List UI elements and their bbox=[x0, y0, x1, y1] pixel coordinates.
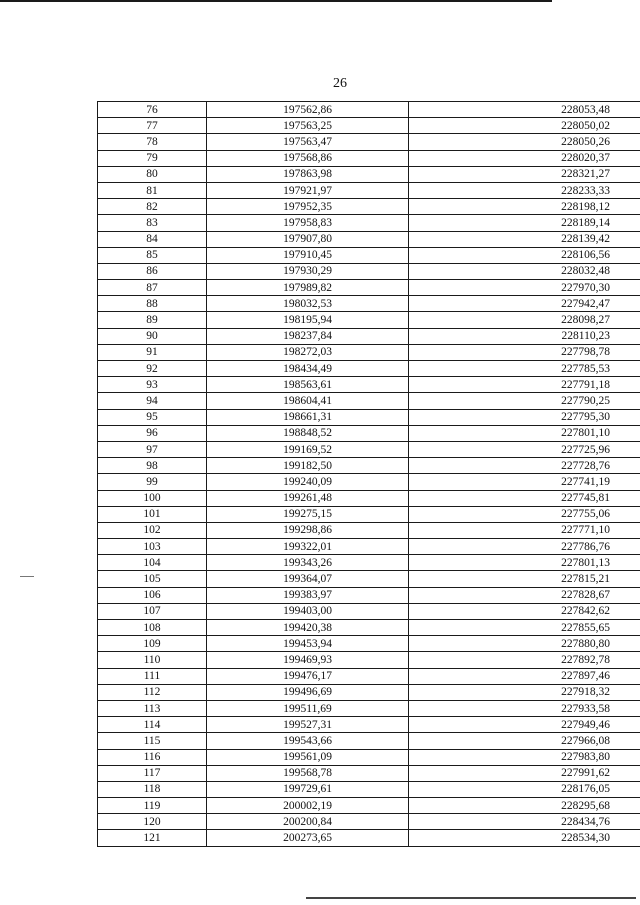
table-row bbox=[98, 717, 640, 733]
table-row bbox=[98, 830, 640, 846]
table-row bbox=[98, 700, 640, 716]
y-coordinate-cell: 228139,42 bbox=[409, 231, 640, 247]
y-coordinate-cell: 227786,76 bbox=[409, 539, 640, 555]
table-row bbox=[98, 377, 640, 393]
table-row bbox=[98, 328, 640, 344]
table-row bbox=[98, 409, 640, 425]
x-coordinate-cell: 198195,94 bbox=[207, 312, 409, 328]
y-coordinate-cell: 227798,78 bbox=[409, 344, 640, 360]
x-coordinate-cell: 199568,78 bbox=[207, 765, 409, 781]
x-coordinate-cell: 197930,29 bbox=[207, 263, 409, 279]
table-row bbox=[98, 280, 640, 296]
point-number-cell: 116 bbox=[98, 749, 207, 765]
table-row bbox=[98, 474, 640, 490]
point-number-cell: 118 bbox=[98, 781, 207, 797]
table-row bbox=[98, 458, 640, 474]
y-coordinate-cell: 227795,30 bbox=[409, 409, 640, 425]
y-coordinate-cell: 227933,58 bbox=[409, 700, 640, 716]
x-coordinate-cell: 200200,84 bbox=[207, 814, 409, 830]
point-number-cell: 84 bbox=[98, 231, 207, 247]
table-row bbox=[98, 231, 640, 247]
y-coordinate-cell: 228020,37 bbox=[409, 150, 640, 166]
y-coordinate-cell: 227745,81 bbox=[409, 490, 640, 506]
point-number-cell: 81 bbox=[98, 182, 207, 198]
scan-edge-bottom bbox=[306, 897, 636, 899]
point-number-cell: 105 bbox=[98, 571, 207, 587]
point-number-cell: 82 bbox=[98, 199, 207, 215]
x-coordinate-cell: 199729,61 bbox=[207, 781, 409, 797]
y-coordinate-cell: 227942,47 bbox=[409, 296, 640, 312]
y-coordinate-cell: 227728,76 bbox=[409, 458, 640, 474]
y-coordinate-cell: 228098,27 bbox=[409, 312, 640, 328]
y-coordinate-cell: 227842,62 bbox=[409, 603, 640, 619]
x-coordinate-cell: 199543,66 bbox=[207, 733, 409, 749]
y-coordinate-cell: 227970,30 bbox=[409, 280, 640, 296]
table-row bbox=[98, 118, 640, 134]
x-coordinate-cell: 197563,25 bbox=[207, 118, 409, 134]
x-coordinate-cell: 197921,97 bbox=[207, 182, 409, 198]
x-coordinate-cell: 199496,69 bbox=[207, 684, 409, 700]
point-number-cell: 107 bbox=[98, 603, 207, 619]
table-row bbox=[98, 798, 640, 814]
x-coordinate-cell: 199383,97 bbox=[207, 587, 409, 603]
y-coordinate-cell: 228189,14 bbox=[409, 215, 640, 231]
x-coordinate-cell: 199476,17 bbox=[207, 668, 409, 684]
point-number-cell: 89 bbox=[98, 312, 207, 328]
y-coordinate-cell: 227790,25 bbox=[409, 393, 640, 409]
table-row bbox=[98, 199, 640, 215]
x-coordinate-cell: 197958,83 bbox=[207, 215, 409, 231]
point-number-cell: 95 bbox=[98, 409, 207, 425]
point-number-cell: 86 bbox=[98, 263, 207, 279]
point-number-cell: 79 bbox=[98, 150, 207, 166]
table-row bbox=[98, 361, 640, 377]
table-row bbox=[98, 441, 640, 457]
y-coordinate-cell: 227880,80 bbox=[409, 636, 640, 652]
table-row bbox=[98, 587, 640, 603]
table-body bbox=[98, 102, 640, 847]
point-number-cell: 106 bbox=[98, 587, 207, 603]
point-number-cell: 103 bbox=[98, 539, 207, 555]
x-coordinate-cell: 197563,47 bbox=[207, 134, 409, 150]
y-coordinate-cell: 228050,02 bbox=[409, 118, 640, 134]
table-row bbox=[98, 296, 640, 312]
x-coordinate-cell: 199469,93 bbox=[207, 652, 409, 668]
table-row bbox=[98, 733, 640, 749]
y-coordinate-cell: 227791,18 bbox=[409, 377, 640, 393]
y-coordinate-cell: 228176,05 bbox=[409, 781, 640, 797]
table-row bbox=[98, 263, 640, 279]
x-coordinate-cell: 199403,00 bbox=[207, 603, 409, 619]
y-coordinate-cell: 228110,23 bbox=[409, 328, 640, 344]
x-coordinate-cell: 199453,94 bbox=[207, 636, 409, 652]
table-row bbox=[98, 182, 640, 198]
y-coordinate-cell: 227725,96 bbox=[409, 441, 640, 457]
x-coordinate-cell: 199511,69 bbox=[207, 700, 409, 716]
page-number: 26 bbox=[333, 76, 347, 91]
point-number-cell: 83 bbox=[98, 215, 207, 231]
y-coordinate-cell: 228321,27 bbox=[409, 166, 640, 182]
point-number-cell: 120 bbox=[98, 814, 207, 830]
table-row bbox=[98, 150, 640, 166]
table-row bbox=[98, 652, 640, 668]
table-row bbox=[98, 749, 640, 765]
x-coordinate-cell: 198272,03 bbox=[207, 344, 409, 360]
x-coordinate-cell: 199182,50 bbox=[207, 458, 409, 474]
point-number-cell: 102 bbox=[98, 522, 207, 538]
x-coordinate-cell: 198563,61 bbox=[207, 377, 409, 393]
point-number-cell: 104 bbox=[98, 555, 207, 571]
x-coordinate-cell: 200002,19 bbox=[207, 798, 409, 814]
table-row bbox=[98, 506, 640, 522]
y-coordinate-cell: 228032,48 bbox=[409, 263, 640, 279]
y-coordinate-cell: 227771,10 bbox=[409, 522, 640, 538]
point-number-cell: 77 bbox=[98, 118, 207, 134]
table-row bbox=[98, 620, 640, 636]
point-number-cell: 110 bbox=[98, 652, 207, 668]
table-row bbox=[98, 312, 640, 328]
point-number-cell: 80 bbox=[98, 166, 207, 182]
y-coordinate-cell: 228233,33 bbox=[409, 182, 640, 198]
point-number-cell: 109 bbox=[98, 636, 207, 652]
x-coordinate-cell: 199298,86 bbox=[207, 522, 409, 538]
table-row bbox=[98, 166, 640, 182]
y-coordinate-cell: 228295,68 bbox=[409, 798, 640, 814]
y-coordinate-cell: 227801,13 bbox=[409, 555, 640, 571]
table-row bbox=[98, 571, 640, 587]
point-number-cell: 98 bbox=[98, 458, 207, 474]
table-row bbox=[98, 102, 640, 118]
table-row bbox=[98, 539, 640, 555]
y-coordinate-cell: 227755,06 bbox=[409, 506, 640, 522]
y-coordinate-cell: 228053,48 bbox=[409, 102, 640, 118]
table-row bbox=[98, 603, 640, 619]
coordinates-table bbox=[97, 101, 640, 847]
point-number-cell: 87 bbox=[98, 280, 207, 296]
y-coordinate-cell: 228050,26 bbox=[409, 134, 640, 150]
x-coordinate-cell: 199322,01 bbox=[207, 539, 409, 555]
x-coordinate-cell: 200273,65 bbox=[207, 830, 409, 846]
x-coordinate-cell: 197863,98 bbox=[207, 166, 409, 182]
table-row bbox=[98, 215, 640, 231]
point-number-cell: 85 bbox=[98, 247, 207, 263]
table-row bbox=[98, 490, 640, 506]
x-coordinate-cell: 199240,09 bbox=[207, 474, 409, 490]
point-number-cell: 121 bbox=[98, 830, 207, 846]
point-number-cell: 112 bbox=[98, 684, 207, 700]
point-number-cell: 78 bbox=[98, 134, 207, 150]
point-number-cell: 92 bbox=[98, 361, 207, 377]
point-number-cell: 111 bbox=[98, 668, 207, 684]
x-coordinate-cell: 199364,07 bbox=[207, 571, 409, 587]
point-number-cell: 76 bbox=[98, 102, 207, 118]
point-number-cell: 93 bbox=[98, 377, 207, 393]
point-number-cell: 115 bbox=[98, 733, 207, 749]
table-row bbox=[98, 344, 640, 360]
x-coordinate-cell: 197568,86 bbox=[207, 150, 409, 166]
point-number-cell: 88 bbox=[98, 296, 207, 312]
y-coordinate-cell: 228198,12 bbox=[409, 199, 640, 215]
y-coordinate-cell: 228434,76 bbox=[409, 814, 640, 830]
table-row bbox=[98, 781, 640, 797]
point-number-cell: 100 bbox=[98, 490, 207, 506]
y-coordinate-cell: 227949,46 bbox=[409, 717, 640, 733]
y-coordinate-cell: 227815,21 bbox=[409, 571, 640, 587]
table-row bbox=[98, 522, 640, 538]
x-coordinate-cell: 198661,31 bbox=[207, 409, 409, 425]
point-number-cell: 96 bbox=[98, 425, 207, 441]
table-row bbox=[98, 814, 640, 830]
x-coordinate-cell: 197910,45 bbox=[207, 247, 409, 263]
x-coordinate-cell: 199527,31 bbox=[207, 717, 409, 733]
table-row bbox=[98, 684, 640, 700]
y-coordinate-cell: 227855,65 bbox=[409, 620, 640, 636]
y-coordinate-cell: 227892,78 bbox=[409, 652, 640, 668]
table-row bbox=[98, 425, 640, 441]
table-row bbox=[98, 636, 640, 652]
x-coordinate-cell: 199343,26 bbox=[207, 555, 409, 571]
point-number-cell: 117 bbox=[98, 765, 207, 781]
x-coordinate-cell: 198848,52 bbox=[207, 425, 409, 441]
table-row bbox=[98, 247, 640, 263]
margin-mark bbox=[20, 576, 34, 577]
point-number-cell: 113 bbox=[98, 700, 207, 716]
point-number-cell: 108 bbox=[98, 620, 207, 636]
x-coordinate-cell: 199169,52 bbox=[207, 441, 409, 457]
y-coordinate-cell: 227991,62 bbox=[409, 765, 640, 781]
x-coordinate-cell: 197907,80 bbox=[207, 231, 409, 247]
y-coordinate-cell: 227785,53 bbox=[409, 361, 640, 377]
y-coordinate-cell: 227918,32 bbox=[409, 684, 640, 700]
y-coordinate-cell: 228106,56 bbox=[409, 247, 640, 263]
point-number-cell: 119 bbox=[98, 798, 207, 814]
x-coordinate-cell: 198032,53 bbox=[207, 296, 409, 312]
x-coordinate-cell: 197562,86 bbox=[207, 102, 409, 118]
y-coordinate-cell: 227828,67 bbox=[409, 587, 640, 603]
x-coordinate-cell: 199420,38 bbox=[207, 620, 409, 636]
table-row bbox=[98, 393, 640, 409]
x-coordinate-cell: 199261,48 bbox=[207, 490, 409, 506]
x-coordinate-cell: 197989,82 bbox=[207, 280, 409, 296]
y-coordinate-cell: 227966,08 bbox=[409, 733, 640, 749]
point-number-cell: 99 bbox=[98, 474, 207, 490]
point-number-cell: 91 bbox=[98, 344, 207, 360]
point-number-cell: 101 bbox=[98, 506, 207, 522]
y-coordinate-cell: 228534,30 bbox=[409, 830, 640, 846]
x-coordinate-cell: 198237,84 bbox=[207, 328, 409, 344]
table-row bbox=[98, 668, 640, 684]
x-coordinate-cell: 199275,15 bbox=[207, 506, 409, 522]
point-number-cell: 94 bbox=[98, 393, 207, 409]
x-coordinate-cell: 197952,35 bbox=[207, 199, 409, 215]
y-coordinate-cell: 227983,80 bbox=[409, 749, 640, 765]
x-coordinate-cell: 198604,41 bbox=[207, 393, 409, 409]
y-coordinate-cell: 227897,46 bbox=[409, 668, 640, 684]
x-coordinate-cell: 198434,49 bbox=[207, 361, 409, 377]
y-coordinate-cell: 227801,10 bbox=[409, 425, 640, 441]
scan-edge-top bbox=[0, 0, 552, 2]
table-row bbox=[98, 555, 640, 571]
x-coordinate-cell: 199561,09 bbox=[207, 749, 409, 765]
point-number-cell: 90 bbox=[98, 328, 207, 344]
table-row bbox=[98, 134, 640, 150]
y-coordinate-cell: 227741,19 bbox=[409, 474, 640, 490]
point-number-cell: 97 bbox=[98, 441, 207, 457]
point-number-cell: 114 bbox=[98, 717, 207, 733]
table-row bbox=[98, 765, 640, 781]
